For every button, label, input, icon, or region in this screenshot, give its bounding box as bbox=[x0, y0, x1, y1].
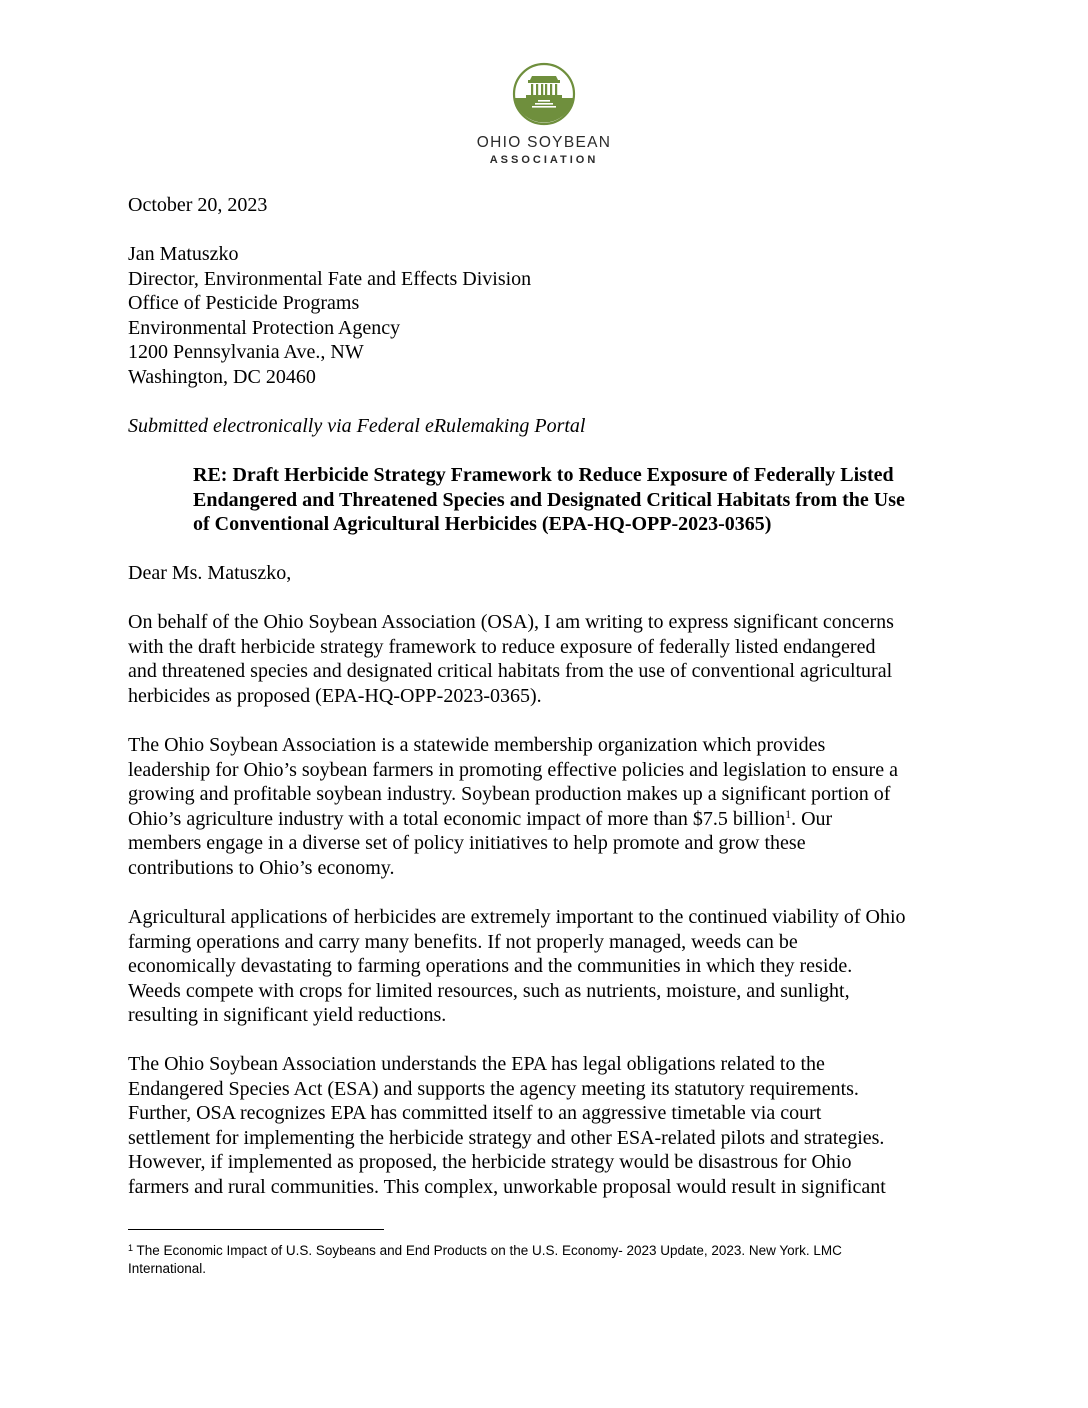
recipient-address bbox=[128, 242, 960, 389]
paragraph-about-osa: The Ohio Soybean Association is a statewide membership organization which provides leadership for Ohio’s soybean farmers in promoting effective policies and legislation to ensure a growing and profitable soybean industry. Soybean production makes up a significant portion of Ohio’s agriculture industry with a total economic impact of more than $7.5 billion$^1$. Our members engage in a diverse set of policy initiatives to help promote and grow these contributions to Ohio’s economy. bbox=[128, 734, 898, 879]
recipient-line: 1200 Pennsylvania Ave., NW bbox=[128, 341, 364, 363]
paragraph-esa: The Ohio Soybean Association understands the EPA has legal obligations related to the Endangered Species Act (ESA) and supports the agency meeting its statutory requirements. Further, OSA recognizes EPA has committed itself to an aggressive timetable via court settlement for implementing the herbicide strategy and other ESA-related pilots and strategies. However, if implemented as proposed, the herbicide strategy would be disastrous for Ohio farmers and rural communities. This complex, unworkable proposal would result in significant bbox=[128, 1053, 886, 1198]
paragraph-herbicides: Agricultural applications of herbicides are extremely important to the continued viability of Ohio farming operations and carry many benefits. If not properly managed, weeds can be economically devastating to farming operations and the communities in which they reside. Weeds compete with crops for limited resources, such as nutrients, moisture, and sunlight, resulting in significant yield reductions. bbox=[128, 906, 906, 1026]
capitol-building-icon bbox=[512, 62, 576, 126]
footnote-divider bbox=[128, 1229, 384, 1230]
recipient-line: Office of Pesticide Programs bbox=[128, 292, 360, 314]
footnote-ref: 1 bbox=[785, 806, 792, 821]
salutation: Dear Ms. Matuszko, bbox=[128, 562, 292, 584]
org-name-line2: ASSOCIATION bbox=[489, 154, 599, 166]
recipient-line: Director, Environmental Fate and Effects Division bbox=[128, 267, 532, 290]
paragraph-intro: On behalf of the Ohio Soybean Association (OSA), I am writing to express significant concerns with the draft herbicide strategy framework to reduce exposure of federally listed endangered and threatened species and designated critical habitats from the use of conventional agricultural herbicides as proposed (EPA-HQ-OPP-2023-0365). bbox=[128, 611, 894, 707]
recipient-line: Environmental Protection Agency bbox=[128, 316, 401, 339]
subject-line bbox=[193, 463, 963, 537]
footnote: $^1$ The Economic Impact of U.S. Soybeans and End Products on the U.S. Economy- 2023 Update, 2023. New York. LMC International. bbox=[128, 1243, 842, 1276]
subject-line-text: of Conventional Agricultural Herbicides (EPA-HQ-OPP-2023-0365) bbox=[193, 513, 772, 535]
submission-note: Submitted electronically via Federal eRulemaking Portal bbox=[128, 415, 586, 437]
org-name-line1: OHIO SOYBEAN bbox=[476, 134, 612, 151]
subject-line-text: Endangered and Threatened Species and Designated Critical Habitats from the Use bbox=[193, 488, 905, 511]
recipient-line: Jan Matuszko bbox=[128, 243, 239, 265]
recipient-line: Washington, DC 20460 bbox=[128, 365, 316, 388]
letter-date: October 20, 2023 bbox=[128, 194, 268, 216]
org-logo bbox=[0, 62, 1088, 168]
footnote-number: 1 bbox=[128, 1243, 134, 1253]
subject-line-text: RE: Draft Herbicide Strategy Framework to Reduce Exposure of Federally Listed bbox=[193, 464, 894, 486]
